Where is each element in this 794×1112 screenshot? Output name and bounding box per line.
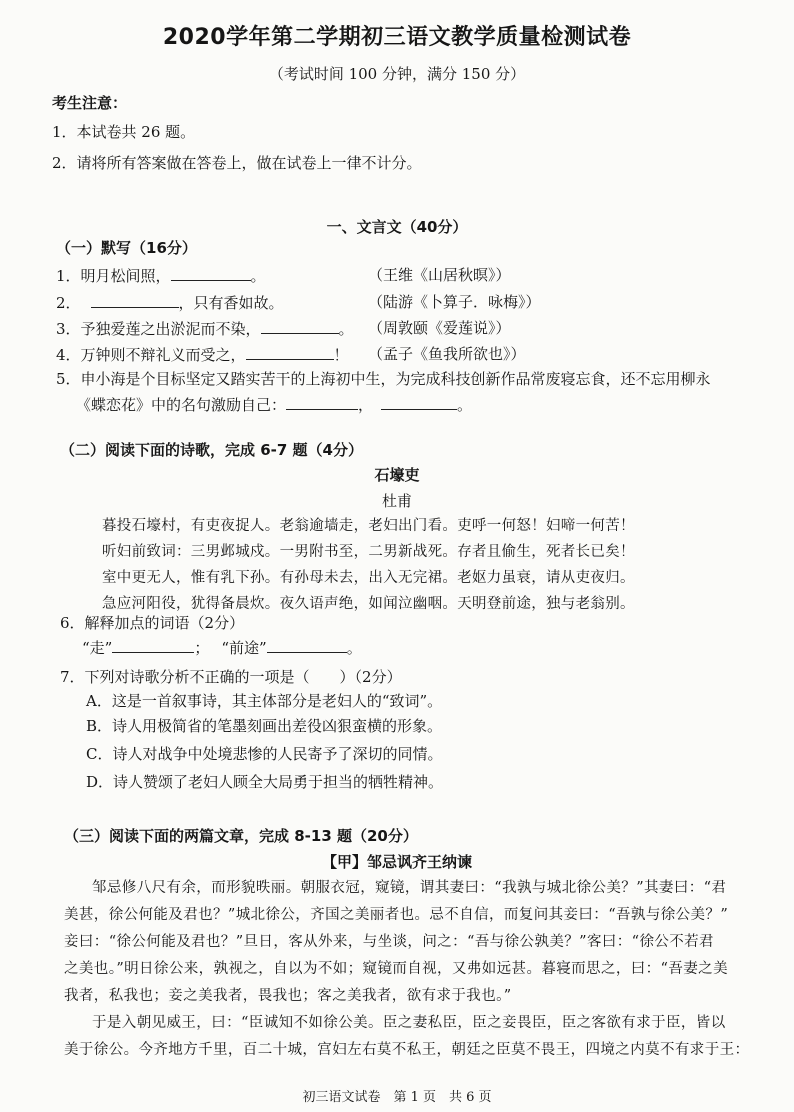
- option-b[interactable]: B．诗人用极简省的笔墨刻画出差役凶狠蛮横的形象。: [86, 717, 443, 735]
- text-line: 我者，私我也；妾之美我者，畏我也；客之美我者，欲有求于我也。”: [64, 988, 512, 1004]
- option-c[interactable]: C．诗人对战争中处境悲惨的人民寄予了深切的同情。: [86, 745, 443, 763]
- question-3: 3．予独爱莲之出淤泥而不染， 。: [56, 320, 354, 338]
- poem-line: 室中更无人，惟有乳下孙。有孙母未去，出入无完裙。老妪力虽衰，请从吏夜归。: [102, 570, 635, 586]
- text-line: 之美也。”明日徐公来，孰视之，自以为不如；窥镜而自视，又弗如远甚。暮寝而思之，曰：“吾妻之美: [64, 961, 728, 977]
- text-line: 美于徐公。今齐地方千里，百二十城，宫妇左右莫不私王，朝廷之臣莫不畏王，四境之内莫不有求于王：: [64, 1042, 750, 1058]
- answer-blank[interactable]: [267, 637, 347, 653]
- question-6: 6．解释加点的词语（2分）: [60, 614, 245, 632]
- notice-item: 2．请将所有答案做在答卷上，做在试卷上一律不计分。: [52, 154, 422, 172]
- answer-blank[interactable]: [286, 394, 358, 410]
- answer-blank[interactable]: [171, 265, 251, 281]
- source: （陆游《卜算子．咏梅》）: [368, 293, 541, 311]
- page-title: 2020学年第二学期初三语文教学质量检测试卷: [162, 25, 632, 50]
- poem-line: 暮投石壕村，有吏夜捉人。老翁逾墙走，老妇出门看。吏呼一何怒！妇啼一何苦！: [102, 518, 635, 534]
- exam-info: （考试时间 100 分钟，满分 150 分）: [268, 65, 526, 83]
- part1-heading: （一）默写（16分）: [56, 239, 197, 257]
- answer-blank[interactable]: [381, 394, 457, 410]
- question-4: 4．万钟则不辩礼义而受之， ！: [56, 346, 349, 364]
- source: （王维《山居秋暝》）: [368, 266, 511, 284]
- source: （周敦颐《爱莲说》）: [368, 319, 511, 337]
- text-line: 美甚，徐公何能及君也？”城北徐公，齐国之美丽者也。忌不自信，而复问其妾曰：“吾孰与徐公美？”: [64, 907, 729, 923]
- notice-heading: 考生注意：: [52, 94, 128, 112]
- option-a[interactable]: A．这是一首叙事诗，其主体部分是老妇人的“致词”。: [86, 692, 443, 710]
- text-line: 于是入朝见威王，曰：“臣诚知不如徐公美。臣之妻私臣，臣之妾畏臣，臣之客欲有求于臣，皆以: [92, 1015, 726, 1031]
- poem-author: 杜甫: [381, 492, 412, 510]
- question-6-answers: “走” ； “前途” 。: [82, 639, 362, 657]
- article-title: 【甲】邹忌讽齐王纳谏: [321, 853, 472, 871]
- poem-line: 听妇前致词：三男邺城戍。一男附书至，二男新战死。存者且偷生，死者长已矣！: [102, 544, 635, 560]
- page-footer: 初三语文试卷 第 1 页 共 6 页: [302, 1090, 492, 1105]
- question-7: 7．下列对诗歌分析不正确的一项是（ ）（2分）: [60, 668, 402, 686]
- question-5: 5．申小海是个目标坚定又踏实苦干的上海初中生，为完成科技创新作品常废寝忘食，还不忘用柳永: [56, 370, 711, 388]
- answer-blank[interactable]: [112, 637, 194, 653]
- notice-item: 1．本试卷共 26 题。: [52, 123, 196, 141]
- part2-heading: （二）阅读下面的诗歌，完成 6-7 题（4分）: [60, 441, 363, 459]
- question-5-cont: 《蝶恋花》中的名句激励自己： ， 。: [76, 396, 473, 414]
- answer-blank[interactable]: [261, 318, 339, 334]
- text-line: 邹忌修八尺有余，而形貌昳丽。朝服衣冠，窥镜，谓其妻曰：“我孰与城北徐公美？”其妻曰：“君: [92, 880, 727, 896]
- section-heading: 一、文言文（40分）: [326, 218, 468, 236]
- question-1: 1．明月松间照， 。: [56, 267, 266, 285]
- poem-title: 石壕吏: [374, 466, 420, 484]
- answer-blank[interactable]: [91, 292, 179, 308]
- text-line: 妾曰：“徐公何能及君也？”旦日，客从外来，与坐谈，问之：“吾与徐公孰美？”客曰：“徐公不若君: [64, 934, 714, 950]
- question-2: 2． ，只有香如故。: [56, 294, 284, 312]
- source: （孟子《鱼我所欲也》）: [368, 345, 526, 363]
- option-d[interactable]: D．诗人赞颂了老妇人顾全大局勇于担当的牺牲精神。: [86, 773, 444, 791]
- answer-blank[interactable]: [246, 344, 334, 360]
- part3-heading: （三）阅读下面的两篇文章，完成 8-13 题（20分）: [64, 827, 418, 845]
- poem-line: 急应河阳役，犹得备晨炊。夜久语声绝，如闻泣幽咽。天明登前途，独与老翁别。: [102, 596, 635, 612]
